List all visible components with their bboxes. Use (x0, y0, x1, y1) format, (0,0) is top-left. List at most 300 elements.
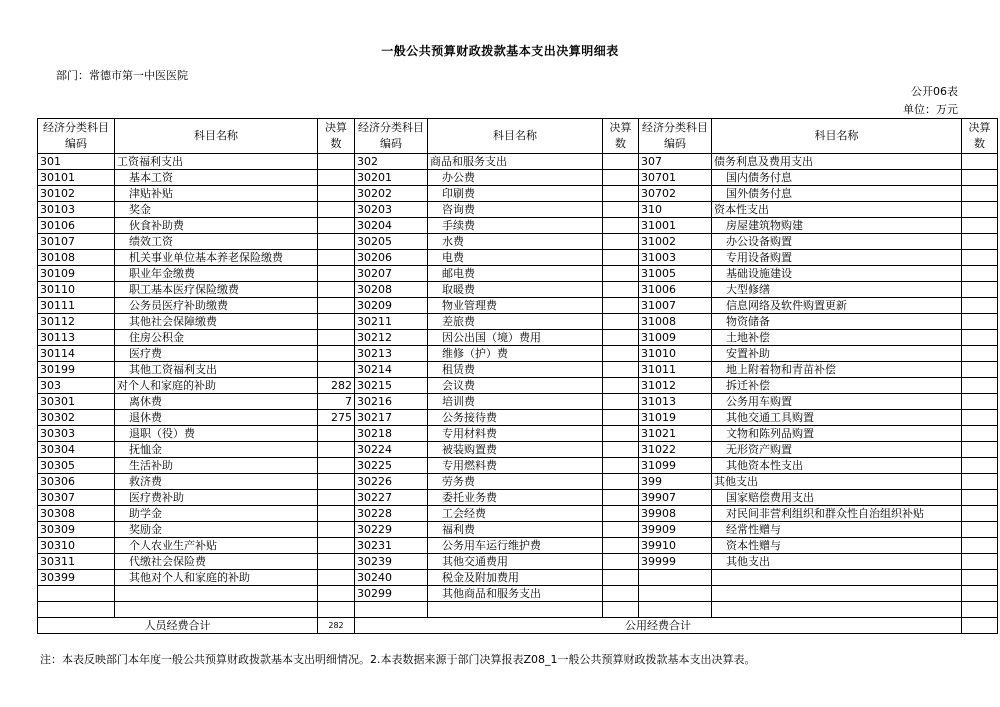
amount-cell (318, 250, 355, 266)
code-cell: 30110 (38, 282, 115, 298)
code-cell: 31002 (639, 234, 712, 250)
code-cell: 30216 (355, 394, 428, 410)
footnote: 注：本表反映部门本年度一般公共预算财政拨款基本支出明细情况。2.本表数据来源于部门决算报表Z08_1一般公共预算财政拨款基本支出决算表。 (40, 653, 756, 666)
table-row (38, 346, 998, 362)
item-name-cell: 专用材料费 (428, 426, 603, 442)
code-cell: 31022 (639, 442, 712, 458)
amount-cell (962, 314, 998, 330)
item-name-cell: 其他支出 (712, 474, 962, 490)
amount-cell (603, 346, 639, 362)
item-name-cell: 救济费 (115, 474, 318, 490)
item-name-cell: 其他交通费用 (428, 554, 603, 570)
amount-cell (318, 538, 355, 554)
code-cell (639, 602, 712, 618)
amount-cell (603, 570, 639, 586)
item-name-cell: 文物和陈列品购置 (712, 426, 962, 442)
item-name-cell: 工资福利支出 (115, 154, 318, 170)
table-row (38, 362, 998, 378)
item-name-cell: 租赁费 (428, 362, 603, 378)
amount-cell (962, 298, 998, 314)
amount-cell (962, 522, 998, 538)
item-name-cell: 津贴补贴 (115, 186, 318, 202)
item-name-cell: 取暖费 (428, 282, 603, 298)
code-cell: 31009 (639, 330, 712, 346)
item-name-cell (712, 602, 962, 618)
amount-cell (603, 522, 639, 538)
item-name-cell: 住房公积金 (115, 330, 318, 346)
item-name-cell: 印刷费 (428, 186, 603, 202)
code-cell: 30212 (355, 330, 428, 346)
table-row (38, 458, 998, 474)
code-cell: 30311 (38, 554, 115, 570)
item-name-cell (712, 586, 962, 602)
item-name-cell: 个人农业生产补贴 (115, 538, 318, 554)
table-row (38, 586, 998, 602)
amount-cell (603, 282, 639, 298)
code-cell: 30229 (355, 522, 428, 538)
code-cell: 30301 (38, 394, 115, 410)
item-name-cell: 代缴社会保险费 (115, 554, 318, 570)
amount-cell (962, 154, 998, 170)
amount-cell (603, 490, 639, 506)
item-name-cell: 劳务费 (428, 474, 603, 490)
code-cell (639, 570, 712, 586)
expenditure-detail-table (37, 118, 998, 634)
code-cell: 30239 (355, 554, 428, 570)
item-name-cell: 公务用车购置 (712, 394, 962, 410)
amount-cell (603, 362, 639, 378)
amount-cell (603, 298, 639, 314)
item-name-cell: 公务接待费 (428, 410, 603, 426)
amount-cell (603, 202, 639, 218)
item-name-cell: 商品和服务支出 (428, 154, 603, 170)
code-cell: 31005 (639, 266, 712, 282)
amount-cell (318, 298, 355, 314)
amount-cell (962, 506, 998, 522)
amount-cell (318, 602, 355, 618)
amount-cell (962, 378, 998, 394)
item-name-cell: 公务用车运行维护费 (428, 538, 603, 554)
code-cell: 307 (639, 154, 712, 170)
amount-cell (318, 346, 355, 362)
code-cell: 39909 (639, 522, 712, 538)
code-cell: 30102 (38, 186, 115, 202)
amount-cell (962, 554, 998, 570)
department-label: 部门：常德市第一中医医院 (56, 69, 188, 82)
table-row (38, 234, 998, 250)
item-name-cell: 离休费 (115, 394, 318, 410)
amount-cell (318, 458, 355, 474)
header-name: 科目名称 (712, 119, 962, 154)
table-row (38, 186, 998, 202)
item-name-cell: 因公出国（境）费用 (428, 330, 603, 346)
amount-cell (962, 346, 998, 362)
item-name-cell: 经常性赠与 (712, 522, 962, 538)
table-row (38, 170, 998, 186)
amount-cell (962, 426, 998, 442)
header-amount: 决算数 (603, 119, 639, 154)
amount-cell (962, 442, 998, 458)
code-cell (38, 602, 115, 618)
item-name-cell: 会议费 (428, 378, 603, 394)
code-cell: 30217 (355, 410, 428, 426)
code-cell: 30227 (355, 490, 428, 506)
code-cell: 30207 (355, 266, 428, 282)
amount-cell: 275 (318, 410, 355, 426)
item-name-cell: 其他工资福利支出 (115, 362, 318, 378)
item-name-cell: 基础设施建设 (712, 266, 962, 282)
table-row (38, 218, 998, 234)
code-cell: 30305 (38, 458, 115, 474)
amount-cell (603, 250, 639, 266)
amount-cell (962, 202, 998, 218)
amount-cell (603, 218, 639, 234)
amount-cell (318, 554, 355, 570)
code-cell: 30310 (38, 538, 115, 554)
public-total-value (962, 618, 998, 634)
item-name-cell: 咨询费 (428, 202, 603, 218)
amount-cell (603, 602, 639, 618)
code-cell: 30702 (639, 186, 712, 202)
item-name-cell: 其他商品和服务支出 (428, 586, 603, 602)
item-name-cell: 土地补偿 (712, 330, 962, 346)
amount-cell: 7 (318, 394, 355, 410)
code-cell: 30205 (355, 234, 428, 250)
code-cell: 30226 (355, 474, 428, 490)
code-cell: 30213 (355, 346, 428, 362)
code-cell: 30199 (38, 362, 115, 378)
amount-cell (962, 410, 998, 426)
header-code: 经济分类科目编码 (639, 119, 712, 154)
code-cell (639, 586, 712, 602)
header-amount: 决算数 (962, 119, 998, 154)
item-name-cell: 被装购置费 (428, 442, 603, 458)
amount-cell (318, 266, 355, 282)
code-cell: 31021 (639, 426, 712, 442)
table-row (38, 378, 998, 394)
item-name-cell: 信息网络及软件购置更新 (712, 298, 962, 314)
amount-cell (318, 362, 355, 378)
amount-cell (318, 506, 355, 522)
table-row (38, 314, 998, 330)
item-name-cell: 专用设备购置 (712, 250, 962, 266)
item-name-cell: 物业管理费 (428, 298, 603, 314)
code-cell: 30218 (355, 426, 428, 442)
unit-label: 单位：万元 (903, 103, 958, 116)
code-cell: 30299 (355, 586, 428, 602)
code-cell: 30302 (38, 410, 115, 426)
code-cell: 39999 (639, 554, 712, 570)
item-name-cell: 债务利息及费用支出 (712, 154, 962, 170)
item-name-cell: 税金及附加费用 (428, 570, 603, 586)
amount-cell (603, 474, 639, 490)
table-row (38, 554, 998, 570)
item-name-cell: 伙食补助费 (115, 218, 318, 234)
item-name-cell: 办公费 (428, 170, 603, 186)
item-name-cell (712, 570, 962, 586)
amount-cell (962, 362, 998, 378)
item-name-cell: 邮电费 (428, 266, 603, 282)
code-cell: 30111 (38, 298, 115, 314)
page-title: 一般公共预算财政拨款基本支出决算明细表 (381, 44, 619, 58)
amount-cell (962, 586, 998, 602)
item-name-cell: 医疗费 (115, 346, 318, 362)
header-name: 科目名称 (115, 119, 318, 154)
code-cell: 30303 (38, 426, 115, 442)
code-cell: 39910 (639, 538, 712, 554)
amount-cell (603, 266, 639, 282)
code-cell: 30228 (355, 506, 428, 522)
item-name-cell: 医疗费补助 (115, 490, 318, 506)
code-cell: 303 (38, 378, 115, 394)
item-name-cell: 地上附着物和青苗补偿 (712, 362, 962, 378)
code-cell: 30206 (355, 250, 428, 266)
table-row (38, 538, 998, 554)
amount-cell (962, 538, 998, 554)
amount-cell (603, 330, 639, 346)
amount-cell (318, 234, 355, 250)
code-cell: 30231 (355, 538, 428, 554)
item-name-cell: 退职（役）费 (115, 426, 318, 442)
amount-cell (318, 442, 355, 458)
item-name-cell: 电费 (428, 250, 603, 266)
code-cell: 30215 (355, 378, 428, 394)
code-cell: 310 (639, 202, 712, 218)
code-cell: 31012 (639, 378, 712, 394)
code-cell: 30106 (38, 218, 115, 234)
item-name-cell: 对民间非营利组织和群众性自治组织补贴 (712, 506, 962, 522)
item-name-cell: 办公设备购置 (712, 234, 962, 250)
item-name-cell: 其他交通工具购置 (712, 410, 962, 426)
amount-cell (318, 314, 355, 330)
amount-cell: 282 (318, 378, 355, 394)
amount-cell (318, 282, 355, 298)
amount-cell (962, 170, 998, 186)
table-row (38, 506, 998, 522)
amount-cell (603, 186, 639, 202)
item-name-cell: 资本性赠与 (712, 538, 962, 554)
code-cell: 30214 (355, 362, 428, 378)
table-row (38, 570, 998, 586)
code-cell: 30308 (38, 506, 115, 522)
code-cell: 30309 (38, 522, 115, 538)
code-cell: 301 (38, 154, 115, 170)
code-cell: 30211 (355, 314, 428, 330)
header-code: 经济分类科目编码 (38, 119, 115, 154)
item-name-cell: 差旅费 (428, 314, 603, 330)
item-name-cell: 大型修缮 (712, 282, 962, 298)
amount-cell (603, 554, 639, 570)
code-cell: 30306 (38, 474, 115, 490)
amount-cell (962, 570, 998, 586)
amount-cell (603, 234, 639, 250)
table-row (38, 298, 998, 314)
amount-cell (603, 586, 639, 602)
amount-cell (603, 426, 639, 442)
code-cell: 30202 (355, 186, 428, 202)
item-name-cell: 机关事业单位基本养老保险缴费 (115, 250, 318, 266)
code-cell: 30304 (38, 442, 115, 458)
amount-cell (318, 426, 355, 442)
item-name-cell: 委托业务费 (428, 490, 603, 506)
table-row (38, 394, 998, 410)
table-row (38, 266, 998, 282)
code-cell: 31001 (639, 218, 712, 234)
amount-cell (603, 506, 639, 522)
item-name-cell: 奖金 (115, 202, 318, 218)
item-name-cell: 对个人和家庭的补助 (115, 378, 318, 394)
code-cell: 30201 (355, 170, 428, 186)
code-cell: 30103 (38, 202, 115, 218)
item-name-cell: 拆迁补偿 (712, 378, 962, 394)
amount-cell (962, 458, 998, 474)
amount-cell (962, 394, 998, 410)
code-cell: 30113 (38, 330, 115, 346)
code-cell: 399 (639, 474, 712, 490)
table-row (38, 474, 998, 490)
amount-cell (962, 282, 998, 298)
header-amount: 决算数 (318, 119, 355, 154)
table-row (38, 426, 998, 442)
item-name-cell: 其他对个人和家庭的补助 (115, 570, 318, 586)
item-name-cell: 基本工资 (115, 170, 318, 186)
item-name-cell: 其他支出 (712, 554, 962, 570)
amount-cell (318, 202, 355, 218)
code-cell (355, 602, 428, 618)
amount-cell (318, 490, 355, 506)
totals-row (38, 618, 998, 634)
amount-cell (603, 314, 639, 330)
item-name-cell (115, 586, 318, 602)
item-name-cell: 助学金 (115, 506, 318, 522)
item-name-cell: 物资储备 (712, 314, 962, 330)
code-cell: 31019 (639, 410, 712, 426)
amount-cell (603, 378, 639, 394)
amount-cell (603, 442, 639, 458)
amount-cell (962, 490, 998, 506)
amount-cell (318, 218, 355, 234)
code-cell: 30108 (38, 250, 115, 266)
code-cell: 30209 (355, 298, 428, 314)
code-cell: 30101 (38, 170, 115, 186)
code-cell: 31010 (639, 346, 712, 362)
item-name-cell: 绩效工资 (115, 234, 318, 250)
amount-cell (318, 522, 355, 538)
code-cell: 30107 (38, 234, 115, 250)
code-cell: 30109 (38, 266, 115, 282)
code-cell: 39908 (639, 506, 712, 522)
amount-cell (962, 266, 998, 282)
item-name-cell: 无形资产购置 (712, 442, 962, 458)
item-name-cell (428, 602, 603, 618)
code-cell: 30701 (639, 170, 712, 186)
table-row (38, 282, 998, 298)
amount-cell (603, 538, 639, 554)
amount-cell (603, 394, 639, 410)
form-number: 公开06表 (911, 85, 958, 98)
amount-cell (603, 154, 639, 170)
header-name: 科目名称 (428, 119, 603, 154)
amount-cell (318, 570, 355, 586)
item-name-cell: 工会经费 (428, 506, 603, 522)
item-name-cell: 奖励金 (115, 522, 318, 538)
item-name-cell: 国外债务付息 (712, 186, 962, 202)
amount-cell (318, 170, 355, 186)
code-cell: 302 (355, 154, 428, 170)
amount-cell (603, 410, 639, 426)
item-name-cell: 公务员医疗补助缴费 (115, 298, 318, 314)
code-cell: 31008 (639, 314, 712, 330)
table-row (38, 522, 998, 538)
amount-cell (603, 458, 639, 474)
amount-cell (318, 586, 355, 602)
item-name-cell: 培训费 (428, 394, 603, 410)
amount-cell (603, 170, 639, 186)
table-row (38, 490, 998, 506)
table-row (38, 250, 998, 266)
code-cell: 30399 (38, 570, 115, 586)
code-cell: 30112 (38, 314, 115, 330)
item-name-cell: 水费 (428, 234, 603, 250)
amount-cell (962, 474, 998, 490)
code-cell: 31003 (639, 250, 712, 266)
code-cell (38, 586, 115, 602)
table-row (38, 154, 998, 170)
code-cell: 30225 (355, 458, 428, 474)
table-row (38, 442, 998, 458)
item-name-cell: 其他社会保障缴费 (115, 314, 318, 330)
code-cell: 30204 (355, 218, 428, 234)
amount-cell (318, 186, 355, 202)
code-cell: 30208 (355, 282, 428, 298)
item-name-cell: 房屋建筑物购建 (712, 218, 962, 234)
amount-cell (962, 218, 998, 234)
code-cell: 30240 (355, 570, 428, 586)
personnel-total-value: 282 (318, 618, 355, 634)
code-cell: 31099 (639, 458, 712, 474)
amount-cell (962, 186, 998, 202)
table-row (38, 330, 998, 346)
code-cell: 31013 (639, 394, 712, 410)
public-total-label: 公用经费合计 (355, 618, 962, 634)
code-cell: 39907 (639, 490, 712, 506)
code-cell: 31007 (639, 298, 712, 314)
item-name-cell: 抚恤金 (115, 442, 318, 458)
item-name-cell: 安置补助 (712, 346, 962, 362)
amount-cell (962, 602, 998, 618)
amount-cell (318, 330, 355, 346)
item-name-cell: 福利费 (428, 522, 603, 538)
item-name-cell: 退休费 (115, 410, 318, 426)
amount-cell (318, 154, 355, 170)
code-cell: 30224 (355, 442, 428, 458)
amount-cell (962, 330, 998, 346)
item-name-cell: 维修（护）费 (428, 346, 603, 362)
item-name-cell: 职业年金缴费 (115, 266, 318, 282)
header-code: 经济分类科目编码 (355, 119, 428, 154)
table-header-row (38, 119, 998, 154)
item-name-cell: 职工基本医疗保险缴费 (115, 282, 318, 298)
item-name-cell: 手续费 (428, 218, 603, 234)
amount-cell (962, 234, 998, 250)
code-cell: 30203 (355, 202, 428, 218)
amount-cell (962, 250, 998, 266)
code-cell: 30114 (38, 346, 115, 362)
item-name-cell: 国家赔偿费用支出 (712, 490, 962, 506)
amount-cell (318, 474, 355, 490)
code-cell: 31011 (639, 362, 712, 378)
item-name-cell: 其他资本性支出 (712, 458, 962, 474)
